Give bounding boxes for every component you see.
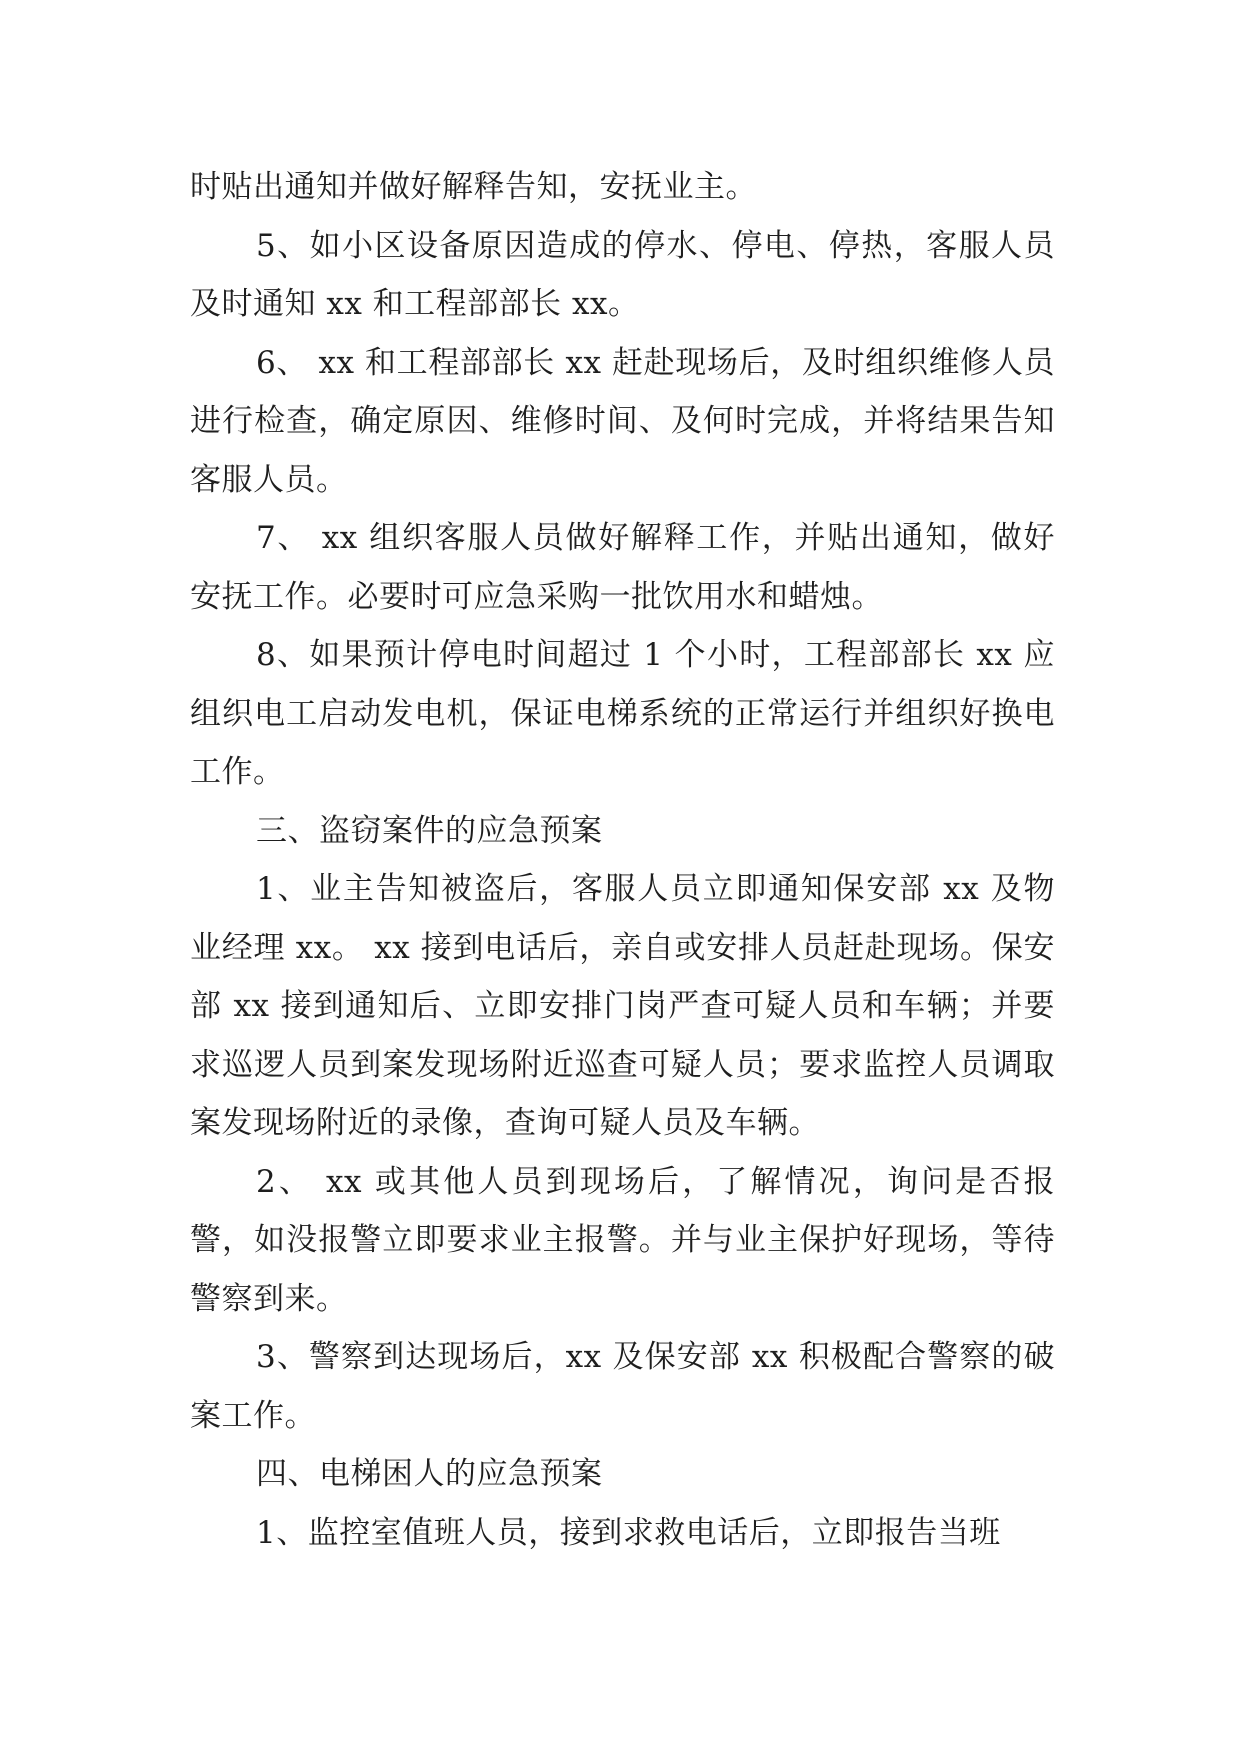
paragraph-9: 3、警察到达现场后，xx 及保安部 xx 积极配合警察的破案工作。 <box>190 1339 1055 1434</box>
document-body <box>190 158 1055 1562</box>
paragraph-8: 2、 xx 或其他人员到现场后，了解情况，询问是否报警，如没报警立即要求业主报警。并与业主保护好现场，等待警察到来。 <box>190 1163 1055 1317</box>
paragraph-3: 6、 xx 和工程部部长 xx 赶赴现场后，及时组织维修人员进行检查，确定原因、维修时间、及何时完成，并将结果告知客服人员。 <box>190 344 1055 498</box>
paragraph-1: 时贴出通知并做好解释告知，安抚业主。 <box>190 169 757 205</box>
paragraph-5: 8、如果预计停电时间超过 1 个小时，工程部部长 xx 应组织电工启动发电机，保证电梯系统的正常运行并组织好换电工作。 <box>190 637 1055 790</box>
paragraph-2: 5、如小区设备原因造成的停水、停电、停热，客服人员及时通知 xx 和工程部部长 xx。 <box>190 227 1055 322</box>
section-heading-theft: 三、盗窃案件的应急预案 <box>256 812 603 849</box>
paragraph-11: 1、监控室值班人员，接到求救电话后，立即报告当班 <box>256 1514 1001 1551</box>
paragraph-4: 7、 xx 组织客服人员做好解释工作，并贴出通知，做好安抚工作。必要时可应急采购一批饮用水和蜡烛。 <box>190 520 1055 615</box>
paragraph-7: 1、业主告知被盗后，客服人员立即通知保安部 xx 及物业经理 xx。 xx 接到电话后，亲自或安排人员赶赴现场。保安部 xx 接到通知后、立即安排门岗严查可疑人员和车辆；并要求巡逻人员到案发现场附近巡查可疑人员；要求监控人员调取案发现场附近的录像，查询可疑人员及车辆。 <box>190 871 1055 1141</box>
section-heading-elevator: 四、电梯困人的应急预案 <box>256 1456 603 1492</box>
